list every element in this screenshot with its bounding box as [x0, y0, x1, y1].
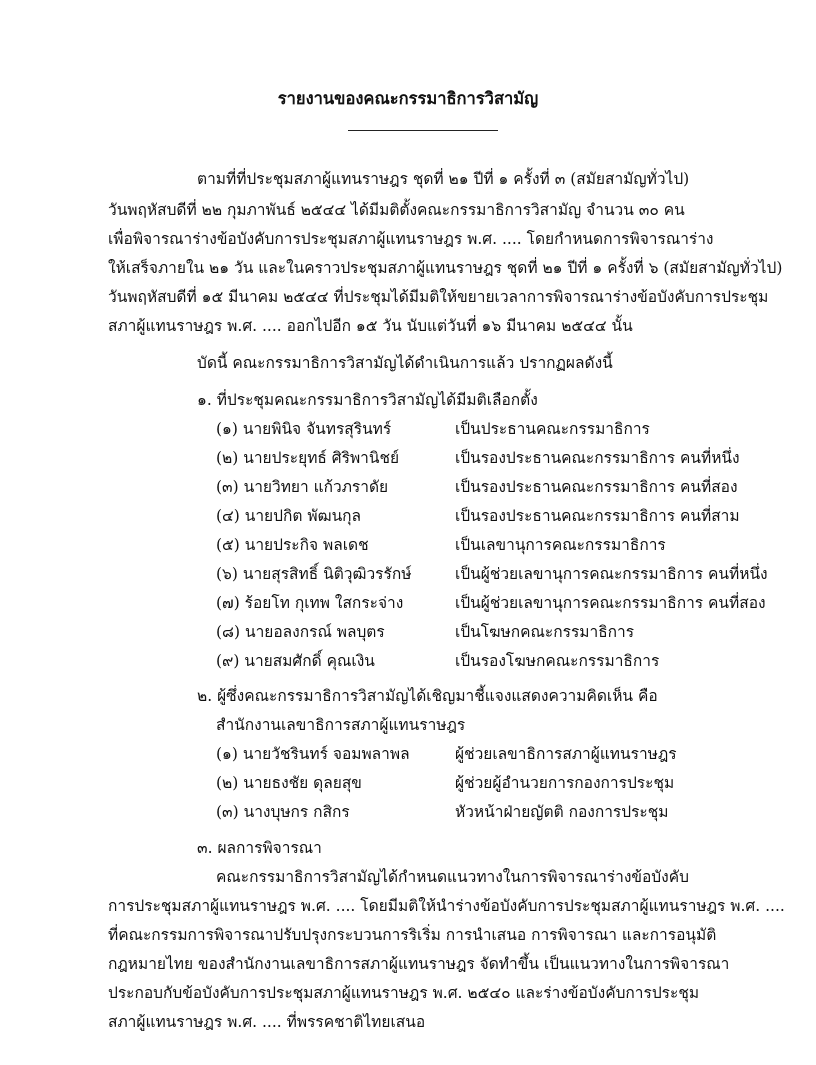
member-name: (๘) นายอลงกรณ์ พลบุตร — [216, 623, 385, 641]
section3-heading: ๓. ผลการพิจารณา — [197, 839, 322, 857]
member-role: เป็นเลขานุการคณะกรรมาธิการ — [455, 536, 666, 554]
title-underline — [348, 130, 498, 131]
member-name: (๖) นายสุรสิทธิ์ นิติวุฒิวรรักษ์ — [216, 565, 412, 583]
guest-role: หัวหน้าฝ่ายญัตติ กองการประชุม — [455, 803, 669, 821]
member-name: (๒) นายประยุทธ์ ศิริพานิชย์ — [216, 449, 400, 467]
guest-name: (๑) นายวัชรินทร์ จอมพลาพล — [216, 745, 410, 763]
member-name: (๕) นายประกิจ พลเดช — [216, 536, 369, 554]
member-role: เป็นรองประธานคณะกรรมาธิการ คนที่สอง — [455, 478, 738, 496]
guest-name: (๓) นางบุษกร กสิกร — [216, 803, 350, 821]
result-line: ประกอบกับข้อบังคับการประชุมสภาผู้แทนราษฎร พ.ศ. ๒๕๔๐ และร่างข้อบังคับการประชุม — [108, 984, 700, 1002]
intro-line: วันพฤหัสบดีที่ ๑๕ มีนาคม ๒๕๔๔ ที่ประชุมได้มีมติให้ขยายเวลาการพิจารณาร่างข้อบังคับการประชุม — [108, 288, 769, 306]
member-name: (๓) นายวิทยา แก้วภราดัย — [216, 478, 389, 496]
intro-line: ให้เสร็จภายใน ๒๑ วัน และในคราวประชุมสภาผู้แทนราษฎร ชุดที่ ๒๑ ปีที่ ๑ ครั้งที่ ๖ (สมัยสามัญทั่วไป) — [108, 259, 783, 277]
guest-role: ผู้ช่วยผู้อำนวยการกองการประชุม — [455, 774, 675, 792]
result-line: กฎหมายไทย ของสำนักงานเลขาธิการสภาผู้แทนราษฎร จัดทำขึ้น เป็นแนวทางในการพิจารณา — [108, 955, 730, 973]
section2-office: สำนักงานเลขาธิการสภาผู้แทนราษฎร — [216, 716, 466, 734]
section2-heading: ๒. ผู้ซึ่งคณะกรรมาธิการวิสามัญได้เชิญมาชี้แจงแสดงความคิดเห็น คือ — [197, 687, 658, 705]
member-name: (๑) นายพินิจ จันทรสุรินทร์ — [216, 420, 392, 438]
member-role: เป็นโฆษกคณะกรรมาธิการ — [455, 623, 635, 641]
result-line: คณะกรรมาธิการวิสามัญได้กำหนดแนวทางในการพิจารณาร่างข้อบังคับ — [216, 868, 689, 886]
intro-line: เพื่อพิจารณาร่างข้อบังคับการประชุมสภาผู้แทนราษฎร พ.ศ. .... โดยกำหนดการพิจารณาร่าง — [108, 230, 714, 248]
member-role: เป็นผู้ช่วยเลขานุการคณะกรรมาธิการ คนที่หนึ่ง — [455, 565, 768, 583]
intro-line: วันพฤหัสบดีที่ ๒๒ กุมภาพันธ์ ๒๕๔๔ ได้มีมติตั้งคณะกรรมาธิการวิสามัญ จำนวน ๓๐ คน — [108, 201, 685, 219]
member-name: (๗) ร้อยโท กุเทพ ใสกระจ่าง — [216, 594, 404, 612]
result-line: การประชุมสภาผู้แทนราษฎร พ.ศ. .... โดยมีมติให้นำร่างข้อบังคับการประชุมสภาผู้แทนราษฎร พ.ศ. .... — [108, 897, 785, 915]
member-role: เป็นประธานคณะกรรมาธิการ — [455, 420, 650, 438]
member-role: เป็นผู้ช่วยเลขานุการคณะกรรมาธิการ คนที่สอง — [455, 594, 766, 612]
result-line: สภาผู้แทนราษฎร พ.ศ. .... ที่พรรคชาติไทยเสนอ — [108, 1013, 426, 1031]
intro-line: ตามที่ที่ประชุมสภาผู้แทนราษฎร ชุดที่ ๒๑ ปีที่ ๑ ครั้งที่ ๓ (สมัยสามัญทั่วไป) — [197, 170, 690, 188]
member-name: (๙) นายสมศักดิ์ คุณเงิน — [216, 652, 375, 670]
member-role: เป็นรองโฆษกคณะกรรมาธิการ — [455, 652, 660, 670]
guest-role: ผู้ช่วยเลขาธิการสภาผู้แทนราษฎร — [455, 745, 677, 763]
member-name: (๔) นายปกิต พัฒนกุล — [216, 507, 362, 525]
result-line: ที่คณะกรรมการพิจารณาปรับปรุงกระบวนการริเริ่ม การนำเสนอ การพิจารณา และการอนุมัติ — [108, 926, 717, 944]
status-line: บัดนี้ คณะกรรมาธิการวิสามัญได้ดำเนินการแล้ว ปรากฏผลดังนี้ — [197, 354, 613, 372]
member-role: เป็นรองประธานคณะกรรมาธิการ คนที่สาม — [455, 507, 740, 525]
section1-heading: ๑. ที่ประชุมคณะกรรมาธิการวิสามัญได้มีมติเลือกตั้ง — [197, 391, 538, 409]
guest-name: (๒) นายธงชัย ดุลยสุข — [216, 774, 362, 792]
member-role: เป็นรองประธานคณะกรรมาธิการ คนที่หนึ่ง — [455, 449, 740, 467]
document-title: รายงานของคณะกรรมาธิการวิสามัญ — [277, 89, 539, 108]
intro-line: สภาผู้แทนราษฎร พ.ศ. .... ออกไปอีก ๑๕ วัน นับแต่วันที่ ๑๖ มีนาคม ๒๕๔๔ นั้น — [108, 317, 633, 335]
